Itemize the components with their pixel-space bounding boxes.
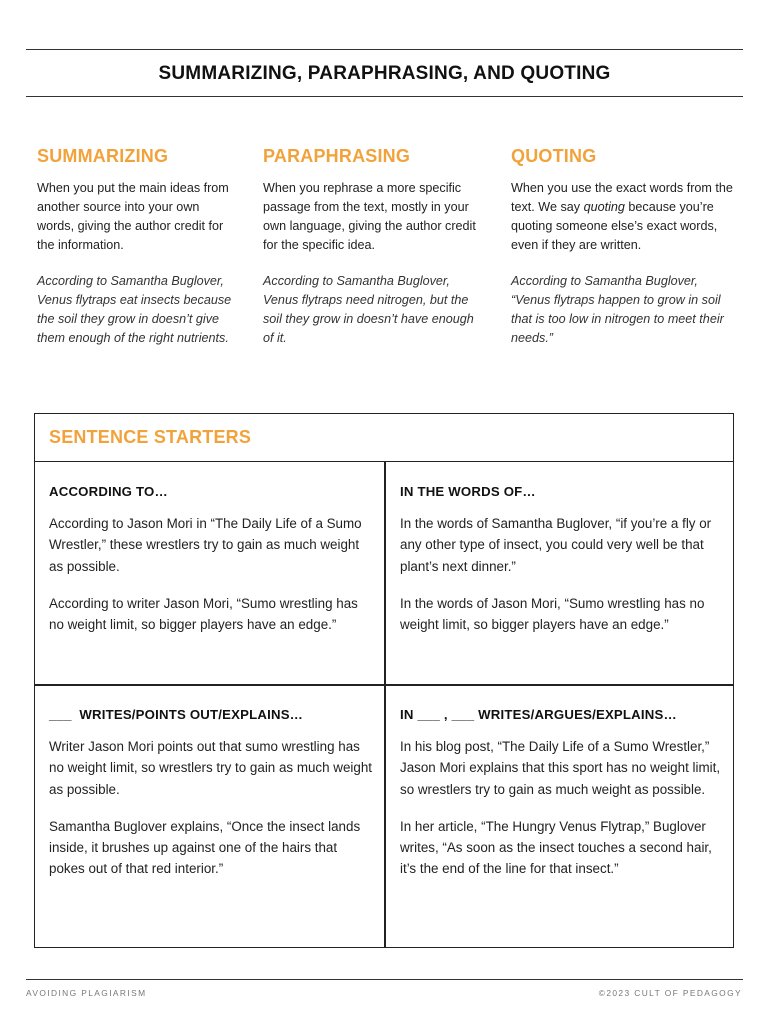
grid-divider-horizontal [35,684,733,686]
column-heading: SUMMARIZING [37,146,169,166]
footer-right: ©2023 CULT OF PEDAGOGY [598,988,742,998]
column-definition [37,179,237,255]
starter-title: ACCORDING TO… [49,484,168,499]
starter-title: ___ WRITES/POINTS OUT/EXPLAINS… [49,707,304,722]
starter-example: In her article, “The Hungry Venus Flytrap,” Buglover writes, “As soon as the insect touches a second hair, it’s the end of the line for that insect.” [400,818,712,877]
sentence-starters-box [34,413,734,948]
starter-example: In the words of Jason Mori, “Sumo wrestling has no weight limit, so bigger players have an edge.” [400,595,705,633]
starter-example: Writer Jason Mori points out that sumo wrestling has no weight limit, so wrestlers try to gain as much weight as possible. [49,739,372,797]
starter-cell-according-to [49,484,374,651]
column-definition [263,179,483,255]
starter-example: Samantha Buglover explains, “Once the insect lands inside, it brushes up against one of the hairs that pokes out of that red interior.” [49,818,361,877]
title-underline [26,96,743,97]
starter-cell-in-writes-argues [400,707,725,896]
starter-example: In his blog post, “The Daily Life of a Sumo Wrestler,” Jason Mori explains that this sport has no weight limit, so wrestlers try to gain as much weight as possible. [400,739,721,797]
starter-example: In the words of Samantha Buglover, “if you’re a fly or any other type of insect, you could very well be that plant’s next dinner.” [400,516,712,574]
definition-text-cont: because you’re quoting someone else’s exact words, even if they are written. [511,200,718,252]
starter-example: According to writer Jason Mori, “Sumo wrestling has no weight limit, so bigger players have an edge.” [49,595,358,633]
definition-text: When you use the exact words from the text. We say [511,181,733,214]
sentence-starters-heading: SENTENCE STARTERS [35,414,733,462]
page-title: SUMMARIZING, PARAPHRASING, AND QUOTING [158,63,611,84]
column-definition [511,179,736,255]
column-heading: QUOTING [511,146,597,166]
paraphrasing-column [263,146,483,348]
starter-title: IN ___ , ___ WRITES/ARGUES/EXPLAINS… [400,707,677,722]
definition-text: When you rephrase a more specific passage from the text, mostly in your own language, giving the author credit for the specific idea. [263,181,476,252]
starter-cell-in-the-words-of [400,484,725,651]
column-heading: PARAPHRASING [263,146,411,166]
starter-cell-writes-points-out [49,707,374,896]
grid-divider-vertical [384,462,386,947]
column-example: According to Samantha Buglover, “Venus flytraps happen to grow in soil that is too low in nitrogen to meet their needs.” [511,274,724,345]
footer-rule [26,979,743,980]
footer-left: AVOIDING PLAGIARISM [26,988,147,998]
quoting-column [511,146,736,348]
summarizing-column [37,146,237,348]
column-example: According to Samantha Buglover, Venus flytraps need nitrogen, but the soil they grow in doesn’t have enough of it. [263,274,474,345]
definition-text: When you put the main ideas from another source into your own words, giving the author credit for the information. [37,181,229,252]
top-rule [26,49,743,50]
definition-emphasis: quoting [583,200,625,214]
column-example: According to Samantha Buglover, Venus flytraps eat insects because the soil they grow in doesn’t give them enough of the right nutrients. [37,274,232,345]
starter-title: IN THE WORDS OF… [400,484,536,499]
starter-example: According to Jason Mori in “The Daily Life of a Sumo Wrestler,” these wrestlers try to gain as much weight as possible. [49,516,362,574]
